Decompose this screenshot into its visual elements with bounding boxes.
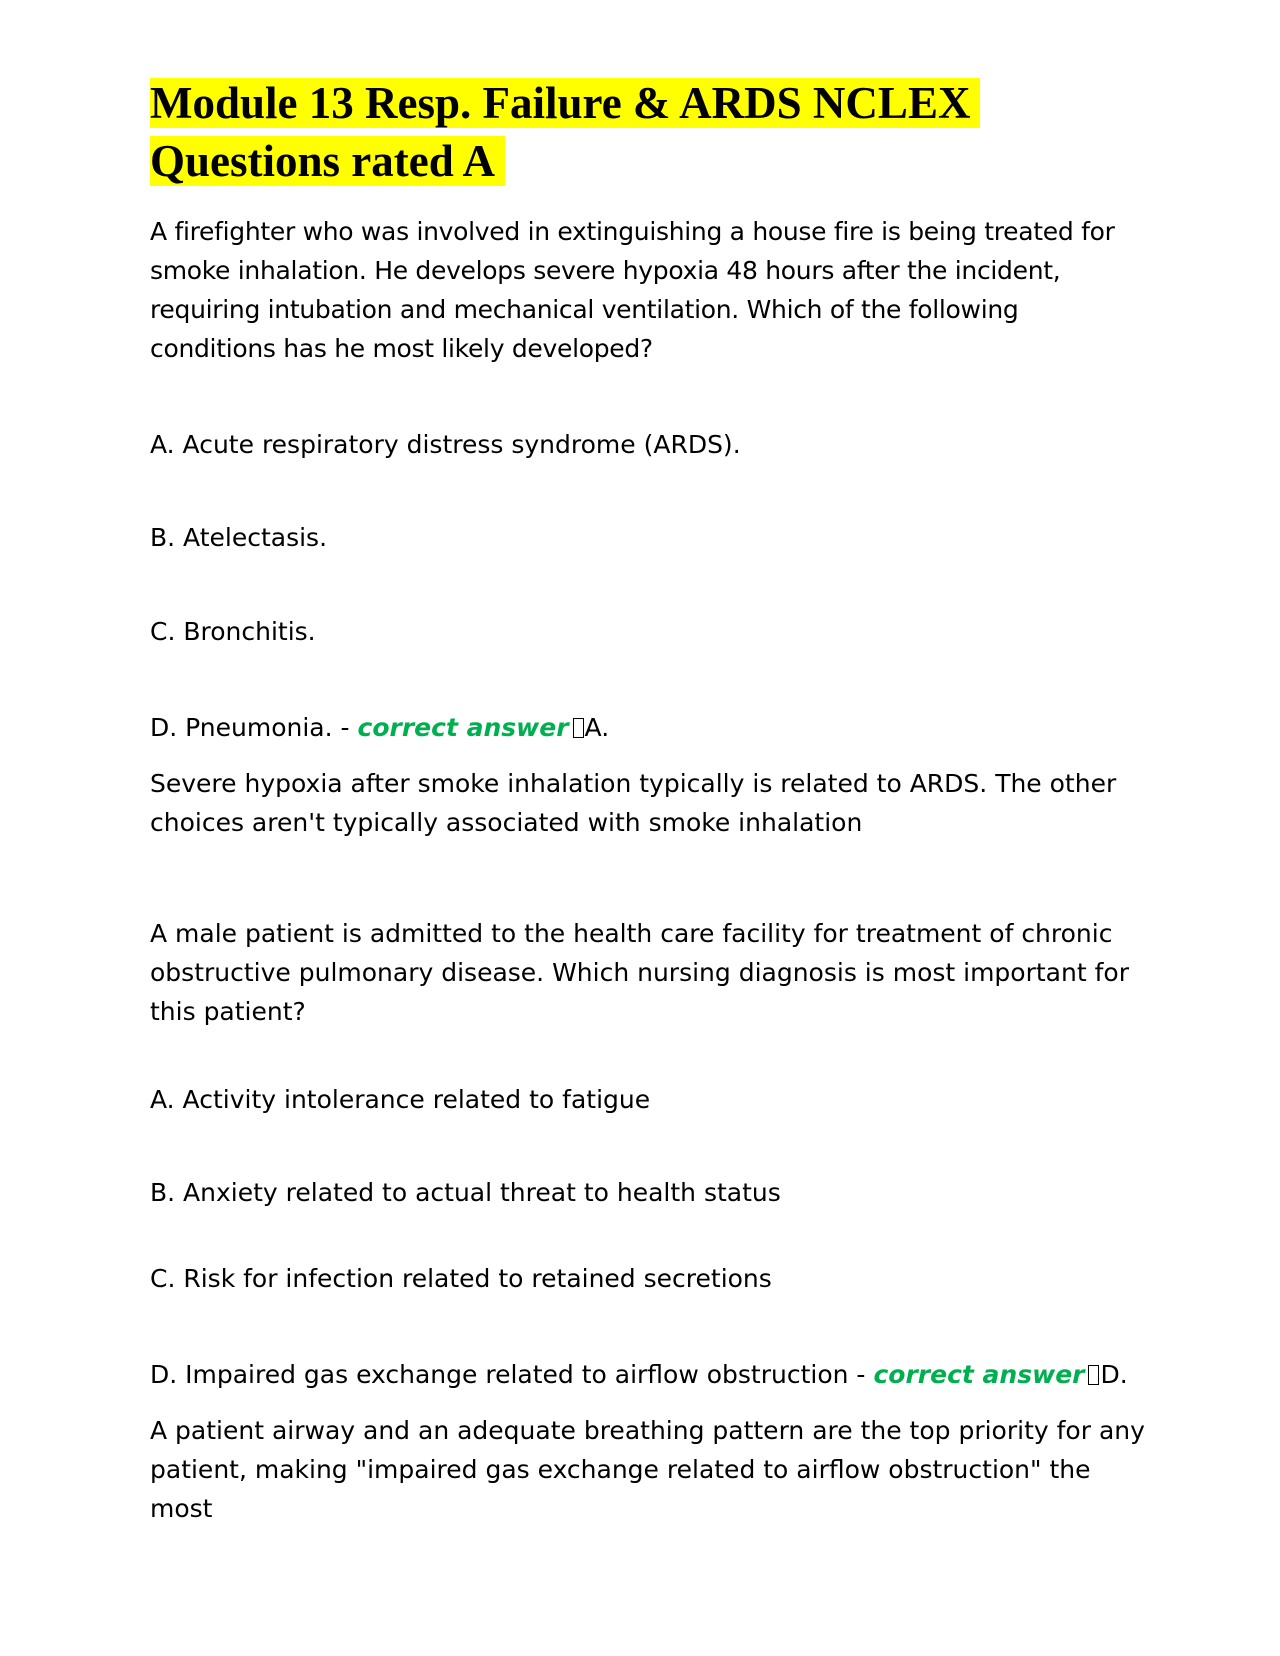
- question-1-option-a: A. Acute respiratory distress syndrome (ARDS).: [150, 430, 741, 459]
- question-1-answer-line: [150, 708, 1150, 747]
- question-2-rationale: A patient airway and an adequate breathing pattern are the top priority for any patient, making "impaired gas exchange related to airflow obstruction" the most: [150, 1416, 1145, 1523]
- question-2-correct-answer-value: D.: [1100, 1360, 1128, 1389]
- question-2-answer-line: [150, 1355, 1150, 1394]
- missing-glyph-icon: [573, 718, 584, 738]
- question-1-option-b: B. Atelectasis.: [150, 523, 328, 552]
- question-1-correct-answer-label: correct answer: [357, 713, 569, 742]
- question-2-correct-answer-label: correct answer: [873, 1360, 1085, 1389]
- question-2-option-c: C. Risk for infection related to retained secretions: [150, 1264, 772, 1293]
- missing-glyph-icon: [1088, 1365, 1099, 1385]
- question-1-rationale: Severe hypoxia after smoke inhalation typically is related to ARDS. The other choices aren't typically associated with smoke inhalation: [150, 769, 1117, 837]
- title-line-2: Questions rated A: [150, 136, 505, 186]
- question-1-option-c: C. Bronchitis.: [150, 617, 316, 646]
- question-1-option-d: D. Pneumonia. -: [150, 713, 350, 742]
- question-2-stem: A male patient is admitted to the health care facility for treatment of chronic obstructive pulmonary disease. Which nursing diagnosis is most important for this patient?: [150, 919, 1129, 1026]
- question-1-stem: A firefighter who was involved in extinguishing a house fire is being treated for smoke inhalation. He develops severe hypoxia 48 hours after the incident, requiring intubation and mechanical ventilation. Which of the following conditions has he most likely developed?: [150, 217, 1115, 363]
- question-2-option-d: D. Impaired gas exchange related to airflow obstruction -: [150, 1360, 866, 1389]
- question-2-option-b: B. Anxiety related to actual threat to health status: [150, 1178, 781, 1207]
- document-title: [150, 74, 1150, 190]
- question-1-correct-answer-value: A.: [584, 713, 610, 742]
- question-2-option-a: A. Activity intolerance related to fatigue: [150, 1085, 651, 1114]
- title-line-1: Module 13 Resp. Failure & ARDS NCLEX: [150, 78, 980, 128]
